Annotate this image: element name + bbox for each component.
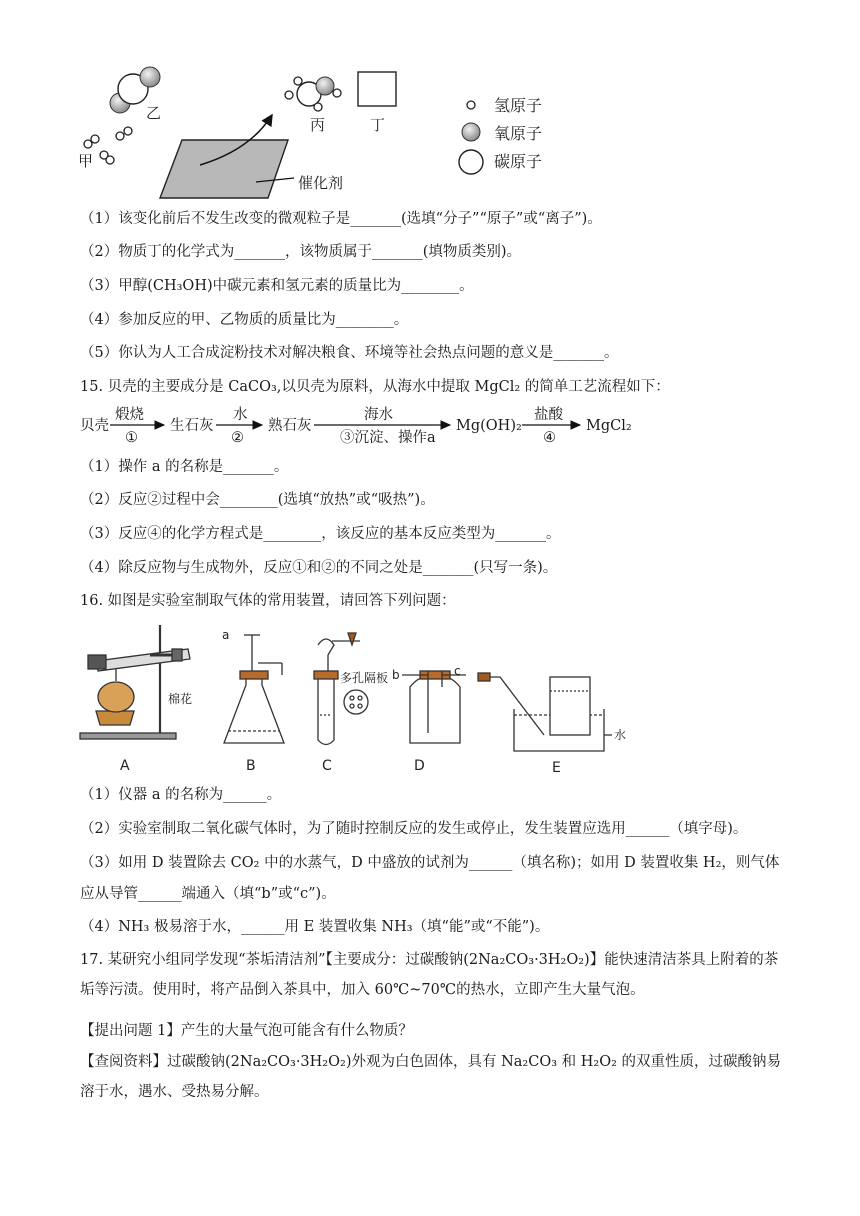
- q16-apparatus: [0, 615, 860, 780]
- label-porous: 多孔隔板: [340, 671, 389, 685]
- label-D: D: [414, 758, 425, 774]
- catalyst-plate: [160, 140, 288, 198]
- legend-carbon-icon: [459, 150, 483, 174]
- q16-line-4: 应从导管______端通入（填“b”或“c”)。: [80, 886, 336, 902]
- label-B: B: [246, 758, 256, 774]
- q17-para-3: 【查阅资料】过碳酸钠(2Na₂CO₃·3H₂O₂)外观为白色固体，具有 Na₂CO₃ 和 H₂O₂ 的双重性质，过碳酸钠易溶于水，遇水、受热易分解。: [80, 1054, 782, 1100]
- flow-node-3: 熟石灰: [268, 418, 312, 434]
- apparatus-a: [80, 625, 193, 739]
- label-ding: 丁: [370, 116, 386, 134]
- molecule-bing: [285, 77, 341, 111]
- legend-hydrogen: 氢原子: [494, 96, 543, 115]
- apparatus-b: [224, 635, 284, 743]
- q14-line-2: （2）物质丁的化学式为_______，该物质属于_______(填物质类别)。: [80, 244, 522, 260]
- q14-line-1: （1）该变化前后不发生改变的微观粒子是_______(选填“分子”“原子”或“离子”)。: [80, 211, 602, 227]
- molecule-diagram: [0, 0, 860, 200]
- legend-oxygen-icon: [462, 123, 480, 141]
- q17-para-1: 17. 某研究小组同学发现“茶垢清洁剂”【主要成分：过碳酸钠(2Na₂CO₃·3H₂O₂)】能快速清洁茶具上附着的茶垢等污渍。使用时，将产品倒入茶具中，加入 60℃~70℃的热水，立即产生大量气泡。: [80, 952, 779, 998]
- q14-line-5: （5）你认为人工合成淀粉技术对解决粮食、环境等社会热点问题的意义是_______。: [80, 345, 619, 361]
- flow-arrow-4-bot: ④: [543, 430, 556, 446]
- label-E: E: [552, 760, 561, 776]
- label-bing: 丙: [310, 116, 326, 134]
- legend: [459, 96, 542, 174]
- label-yi: 乙: [146, 104, 162, 122]
- apparatus-d: [402, 671, 466, 743]
- flow-arrow-4-top: 盐酸: [534, 407, 563, 423]
- label-b: b: [392, 668, 400, 682]
- q14-line-4: （4）参加反应的甲、乙物质的质量比为________。: [80, 312, 409, 328]
- flow-arrow-3-top: 海水: [364, 407, 393, 423]
- label-catalyst: 催化剂: [298, 174, 344, 192]
- q15-line-2: （2）反应②过程中会________(选填“放热”或“吸热”)。: [80, 492, 435, 508]
- q15-line-3: （3）反应④的化学方程式是________，该反应的基本反应类型为_______。: [80, 526, 561, 542]
- q14-line-3: （3）甲醇(CH₃OH)中碳元素和氢元素的质量比为________。: [80, 278, 474, 294]
- box-ding: [358, 72, 396, 106]
- label-water: 水: [614, 728, 627, 742]
- label-jia: 甲: [78, 152, 94, 170]
- apparatus-e: [478, 673, 612, 751]
- label-C: C: [322, 758, 332, 774]
- flow-arrow-3-bot: ③沉淀、操作a: [340, 430, 436, 446]
- flow-arrow-2-top: 水: [233, 407, 248, 423]
- legend-oxygen: 氧原子: [494, 124, 543, 143]
- q15-flowchart: [0, 398, 860, 448]
- flow-node-2: 生石灰: [170, 418, 214, 434]
- flow-arrow-1-top: 煅烧: [115, 407, 144, 423]
- label-A: A: [120, 758, 130, 774]
- flow-node-4: Mg(OH)₂: [456, 418, 522, 434]
- q16-line-1: （1）仪器 a 的名称为______。: [80, 787, 282, 803]
- label-a: a: [222, 628, 230, 642]
- q15-line-4: （4）除反应物与生成物外，反应①和②的不同之处是_______(只写一条)。: [80, 560, 558, 576]
- label-c: c: [454, 664, 461, 678]
- legend-carbon: 碳原子: [494, 152, 543, 171]
- flow-arrow-1-bot: ①: [125, 430, 138, 446]
- q17-para-2: 【提出问题 1】产生的大量气泡可能含有什么物质？: [80, 1023, 413, 1039]
- q16-line-2: （2）实验室制取二氧化碳气体时，为了随时控制反应的发生或停止，发生装置应选用______（填字母)。: [80, 821, 748, 837]
- apparatus-c: [314, 633, 368, 745]
- q16-stem: 16. 如图是实验室制取气体的常用装置，请回答下列问题：: [80, 593, 456, 609]
- q15-stem: 15. 贝壳的主要成分是 CaCO₃,以贝壳为原料，从海水中提取 MgCl₂ 的简单工艺流程如下：: [80, 379, 670, 395]
- flow-node-1: 贝壳: [80, 418, 109, 434]
- q16-line-5: （4）NH₃ 极易溶于水，______用 E 装置收集 NH₃（填“能”或“不能”)。: [80, 919, 550, 935]
- label-cotton: 棉花: [168, 692, 193, 706]
- q16-line-3: （3）如用 D 装置除去 CO₂ 中的水蒸气，D 中盛放的试剂为______（填名称)；如用 D 装置收集 H₂，则气体: [80, 855, 780, 871]
- q15-line-1: （1）操作 a 的名称是_______。: [80, 459, 289, 475]
- flow-node-5: MgCl₂: [586, 418, 632, 434]
- flow-arrow-2-bot: ②: [231, 430, 244, 446]
- legend-hydrogen-icon: [467, 101, 475, 109]
